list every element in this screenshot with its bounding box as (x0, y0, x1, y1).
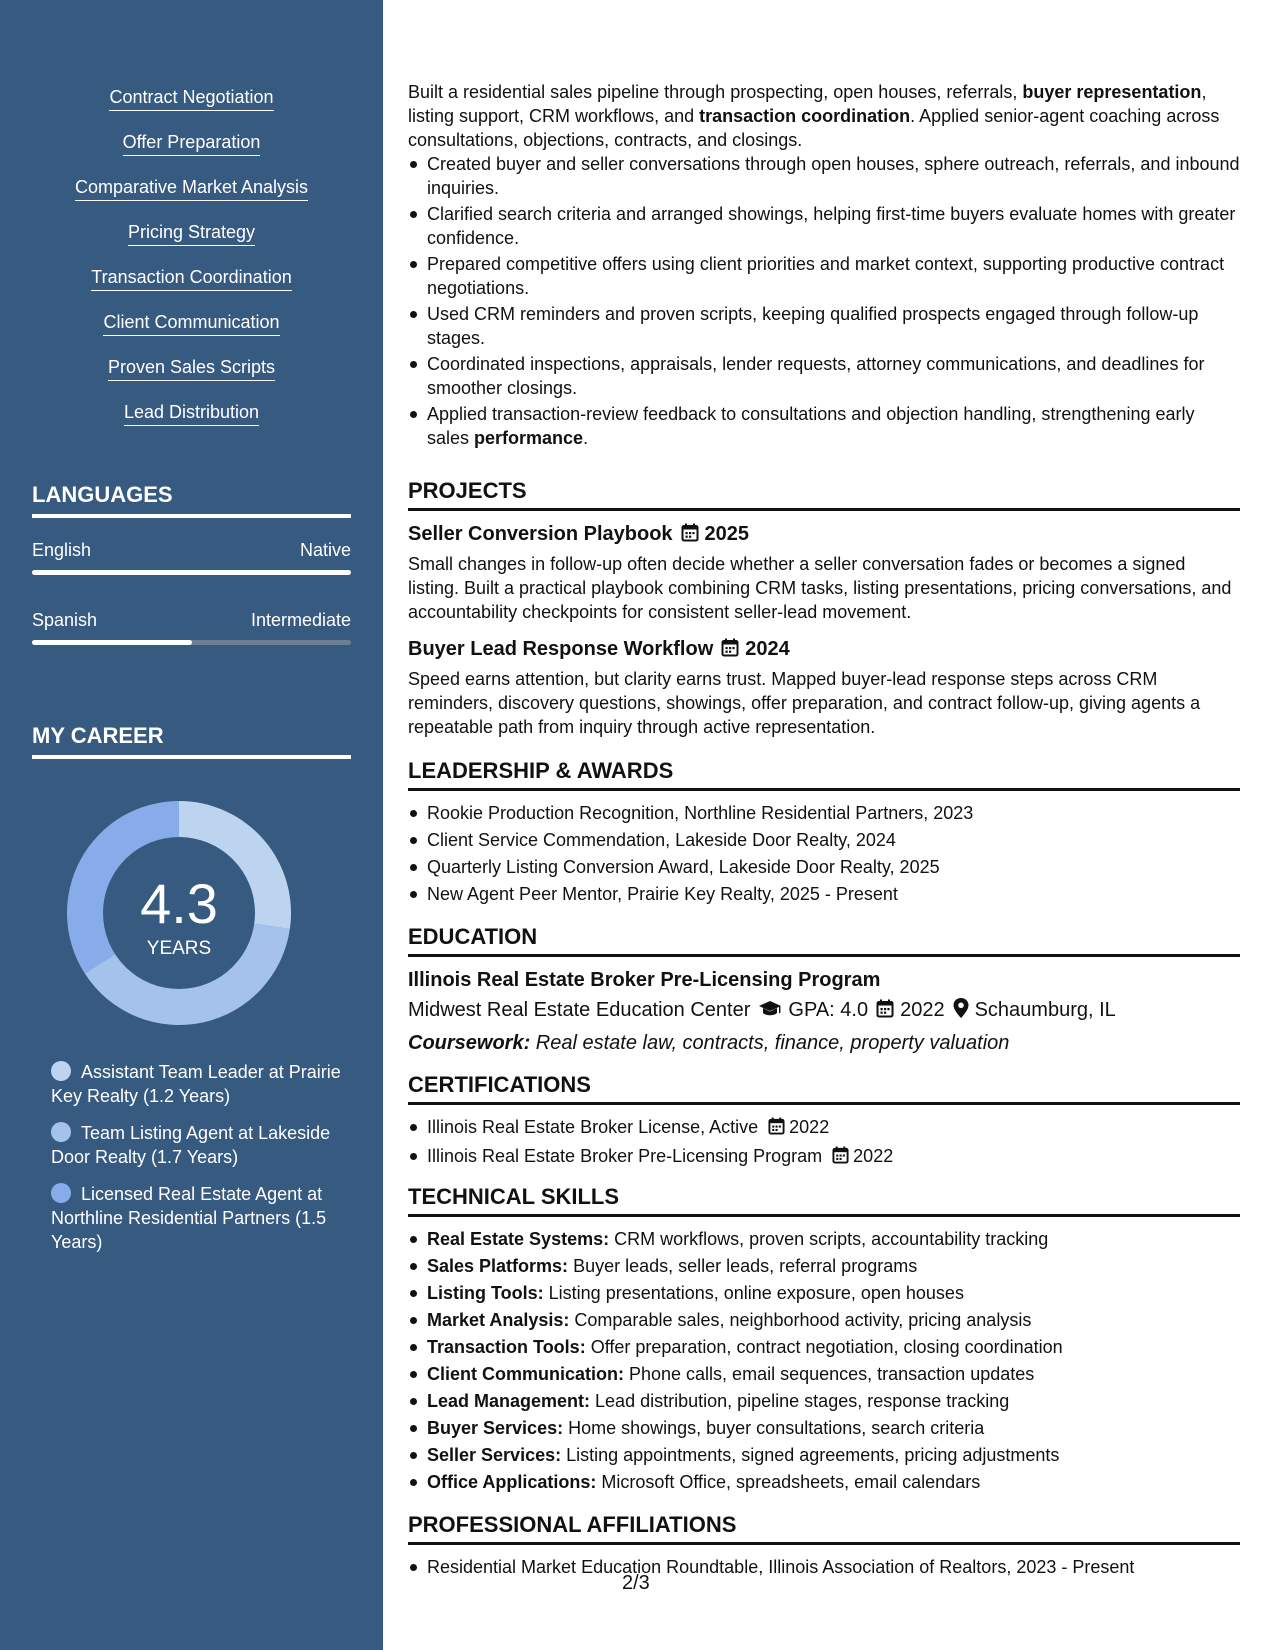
project-name: Seller Conversion Playbook (408, 523, 673, 545)
career-item (51, 1060, 341, 1108)
language-bar-fill (32, 570, 351, 575)
experience-summary (408, 80, 1240, 452)
technical-skill-item (408, 1281, 1240, 1305)
language-level: Intermediate (250, 610, 351, 630)
career-item-text: Assistant Team Leader at Prairie Key Realty (1.2 Years) (51, 1062, 341, 1106)
language-bar-english (32, 570, 351, 575)
experience-bullet: Clarified search criteria and arranged showings, helping first-time buyers evaluate homes with greater confidence. (408, 202, 1240, 250)
language-bar-fill (32, 640, 192, 645)
award-item: Client Service Commendation, Lakeside Door Realty, 2024 (408, 828, 1240, 852)
legend-dot (51, 1183, 71, 1203)
technical-skill-item (408, 1470, 1240, 1494)
languages-heading: LANGUAGES (32, 482, 351, 518)
skill-label: Transaction Tools: (427, 1337, 586, 1357)
career-item-text: Team Listing Agent at Lakeside Door Realty (1.7 Years) (51, 1123, 331, 1167)
skill-value: Phone calls, email sequences, transaction updates (624, 1364, 1035, 1384)
education-section (408, 924, 1240, 1056)
coursework-label: Coursework: (408, 1032, 531, 1054)
skill-item: Transaction Coordination (91, 266, 291, 291)
skill-item: Comparative Market Analysis (75, 176, 308, 201)
skill-item: Offer Preparation (123, 131, 261, 156)
graduation-cap-icon (758, 999, 782, 1025)
technical-skills-list (408, 1227, 1240, 1494)
leadership-section (408, 758, 1240, 909)
calendar-icon (721, 638, 739, 664)
sidebar (0, 0, 383, 1650)
language-level: Native (299, 540, 351, 560)
leadership-heading: LEADERSHIP & AWARDS (408, 758, 1240, 791)
summary-bold: buyer representation (1022, 82, 1202, 102)
skill-label: Buyer Services: (427, 1418, 564, 1438)
leadership-list (408, 801, 1240, 906)
skill-label: Lead Management: (427, 1391, 591, 1411)
certification-name: Illinois Real Estate Broker License, Active (427, 1117, 759, 1137)
skill-item: Pricing Strategy (128, 221, 255, 246)
calendar-icon (768, 1117, 785, 1141)
summary-text: Built a residential sales pipeline through prospecting, open houses, referrals, (408, 82, 1023, 102)
affiliations-section (408, 1512, 1240, 1582)
certifications-heading: CERTIFICATIONS (408, 1072, 1240, 1105)
project-description: Small changes in follow-up often decide whether a seller conversation fades or becomes a signed listing. Built a practical playbook combining CRM tasks, listing presentations, pricing conversations, and accountability checkpoints for consistent seller-lead movement. (408, 554, 1232, 622)
skill-item: Lead Distribution (124, 401, 259, 426)
education-location: Schaumburg, IL (974, 999, 1116, 1021)
education-gpa: GPA: 4.0 (788, 999, 869, 1021)
technical-skills-section (408, 1184, 1240, 1497)
calendar-icon (681, 523, 699, 549)
project-title (408, 521, 1240, 549)
certifications-section (408, 1072, 1240, 1173)
affiliation-item: Residential Market Education Roundtable, Illinois Association of Realtors, 2023 - Present (408, 1555, 1240, 1579)
experience-bullet: Used CRM reminders and proven scripts, keeping qualified prospects engaged through follow-up stages. (408, 302, 1240, 350)
career-item-text: Licensed Real Estate Agent at Northline Residential Partners (1.5 Years) (51, 1184, 327, 1252)
skill-value: Lead distribution, pipeline stages, response tracking (590, 1391, 1010, 1411)
project-title (408, 636, 1240, 664)
career-item (51, 1182, 341, 1254)
certification-item (408, 1115, 1240, 1141)
project-description: Speed earns attention, but clarity earns trust. Mapped buyer-lead response steps across CRM reminders, discovery questions, showings, offer preparation, and contract follow-up, giving agents a repeatable path from inquiry through active representation. (408, 669, 1201, 737)
technical-skills-heading: TECHNICAL SKILLS (408, 1184, 1240, 1217)
project-year: 2025 (704, 523, 750, 545)
skill-value: CRM workflows, proven scripts, accountability tracking (609, 1229, 1049, 1249)
certifications-list (408, 1115, 1240, 1170)
skill-value: Offer preparation, contract negotiation, closing coordination (585, 1337, 1063, 1357)
technical-skill-item (408, 1443, 1240, 1467)
award-item: Rookie Production Recognition, Northline Residential Partners, 2023 (408, 801, 1240, 825)
certification-name: Illinois Real Estate Broker Pre-Licensing Program (427, 1146, 823, 1166)
certification-year: 2022 (789, 1117, 830, 1137)
projects-heading: PROJECTS (408, 478, 1240, 511)
technical-skill-item (408, 1416, 1240, 1440)
skill-value: Listing appointments, signed agreements, pricing adjustments (561, 1445, 1060, 1465)
skill-label: Market Analysis: (427, 1310, 570, 1330)
skill-label: Real Estate Systems: (427, 1229, 610, 1249)
skill-item: Proven Sales Scripts (108, 356, 275, 381)
affiliations-list (408, 1555, 1240, 1579)
experience-bullet (408, 402, 1240, 450)
education-year: 2022 (900, 999, 945, 1021)
coursework-text: Real estate law, contracts, finance, property valuation (530, 1032, 1010, 1054)
technical-skill-item (408, 1362, 1240, 1386)
skill-item: Client Communication (103, 311, 279, 336)
skill-item: Contract Negotiation (109, 86, 273, 111)
technical-skill-item (408, 1227, 1240, 1251)
skill-label: Listing Tools: (427, 1283, 544, 1303)
skill-label: Client Communication: (427, 1364, 624, 1384)
skills-list (0, 86, 383, 446)
certification-item (408, 1144, 1240, 1170)
skill-value: Buyer leads, seller leads, referral programs (568, 1256, 918, 1276)
project-year: 2024 (745, 638, 790, 660)
technical-skill-item (408, 1335, 1240, 1359)
page-number: 2/3 (622, 1572, 650, 1594)
technical-skill-item (408, 1254, 1240, 1278)
experience-bullet: Coordinated inspections, appraisals, lender requests, attorney communications, and deadlines for smoother closings. (408, 352, 1240, 400)
location-pin-icon (953, 998, 969, 1025)
career-unit: YEARS (146, 938, 212, 959)
education-meta (408, 997, 1240, 1025)
legend-dot (51, 1061, 71, 1081)
career-donut-chart (64, 798, 294, 1028)
bullet-text: . (583, 428, 589, 448)
summary-paragraph (408, 80, 1240, 152)
skill-value: Microsoft Office, spreadsheets, email calendars (596, 1472, 981, 1492)
summary-text: . Applied senior-agent coaching across consultations, objections, contracts, and closings. (408, 106, 1220, 150)
calendar-icon (832, 1146, 849, 1170)
summary-bold: transaction coordination (699, 106, 911, 126)
experience-bullet: Prepared competitive offers using client priorities and market context, supporting productive contract negotiations. (408, 252, 1240, 300)
career-item (51, 1121, 341, 1169)
affiliations-heading: PROFESSIONAL AFFILIATIONS (408, 1512, 1240, 1545)
language-bar-spanish (32, 640, 351, 645)
bullet-text: Applied transaction-review feedback to consultations and objection handling, strengthening early sales (427, 404, 1195, 448)
career-list (51, 1060, 341, 1267)
technical-skill-item (408, 1308, 1240, 1332)
bullet-bold: performance (474, 428, 584, 448)
skill-label: Sales Platforms: (427, 1256, 569, 1276)
project-name: Buyer Lead Response Workflow (408, 638, 714, 660)
career-total: 4.3 (140, 872, 218, 935)
language-name: English (32, 540, 92, 560)
legend-dot (51, 1122, 71, 1142)
technical-skill-item (408, 1389, 1240, 1413)
education-school: Midwest Real Estate Education Center (408, 999, 751, 1021)
experience-bullets (408, 152, 1240, 450)
skill-label: Office Applications: (427, 1472, 597, 1492)
projects-section (408, 478, 1240, 751)
skill-value: Comparable sales, neighborhood activity, pricing analysis (569, 1310, 1032, 1330)
education-coursework (408, 1030, 1240, 1056)
career-heading: MY CAREER (32, 723, 351, 759)
calendar-icon (876, 999, 894, 1025)
skill-label: Seller Services: (427, 1445, 562, 1465)
skill-value: Listing presentations, online exposure, open houses (543, 1283, 964, 1303)
award-item: Quarterly Listing Conversion Award, Lakeside Door Realty, 2025 (408, 855, 1240, 879)
language-name: Spanish (32, 610, 98, 630)
summary-text: , listing support, CRM workflows, and (408, 82, 1207, 126)
experience-bullet: Created buyer and seller conversations through open houses, sphere outreach, referrals, and inbound inquiries. (408, 152, 1240, 200)
award-item: New Agent Peer Mentor, Prairie Key Realty, 2025 - Present (408, 882, 1240, 906)
skill-value: Home showings, buyer consultations, search criteria (563, 1418, 985, 1438)
certification-year: 2022 (853, 1146, 894, 1166)
education-heading: EDUCATION (408, 924, 1240, 957)
education-program: Illinois Real Estate Broker Pre-Licensing Program (408, 969, 881, 991)
